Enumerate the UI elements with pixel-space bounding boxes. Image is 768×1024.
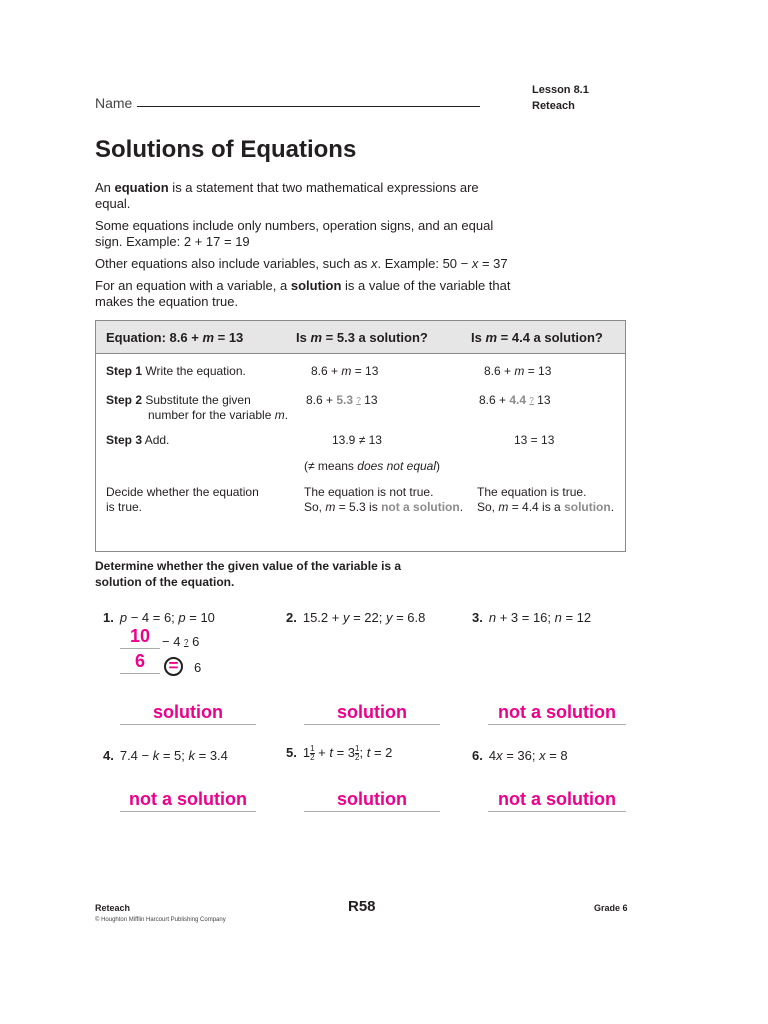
circled-equals: = <box>164 657 183 676</box>
header-question-2: Is m = 4.4 a solution? <box>471 330 603 345</box>
intro-p3: Other equations also include variables, such as x. Example: 50 − x = 37 <box>95 256 508 271</box>
answer-line-5 <box>304 811 440 812</box>
answer-line-1 <box>120 724 256 725</box>
intro-p1: An equation is a statement that two mathematical expressions are equal. <box>95 180 479 211</box>
intro-p4: For an equation with a variable, a solution is a value of the variable that makes the equation true. <box>95 278 511 309</box>
answer-6[interactable]: not a solution <box>498 789 616 809</box>
p1-work-bottom-rest: 6 <box>194 660 202 675</box>
step2-text: Step 2 Substitute the given number for the variable m. <box>106 393 289 422</box>
fraction-2: $\frac{1}{2}$ <box>355 744 360 763</box>
decide-col3: The equation is true. So, m = 4.4 is a solution. <box>477 485 615 514</box>
footer-copyright: © Houghton Mifflin Harcourt Publishing Company <box>95 917 226 923</box>
answer-2[interactable]: solution <box>337 702 407 722</box>
lesson-info <box>532 82 589 114</box>
answer-4[interactable]: not a solution <box>129 789 247 809</box>
intro-text <box>95 180 515 316</box>
example-box <box>95 320 626 552</box>
answer-1[interactable]: solution <box>153 702 223 722</box>
footer-grade: Grade 6 <box>594 903 628 913</box>
answer-3[interactable]: not a solution <box>498 702 616 722</box>
p1-work-top-line <box>120 648 160 649</box>
problem-4: 4. 7.4 − k = 5; k = 3.4 <box>103 748 228 763</box>
decide-col2: The equation is not true. So, m = 5.3 is not a solution. <box>304 485 464 514</box>
step1-col3: 8.6 + m = 13 <box>484 364 552 378</box>
directions: Determine whether the given value of the variable is a solution of the equation. <box>95 559 402 589</box>
answer-line-4 <box>120 811 256 812</box>
fraction-1: $\frac{1}{2}$ <box>310 744 315 763</box>
answer-line-6 <box>488 811 626 812</box>
header-equation: Equation: 8.6 + m = 13 <box>106 330 244 345</box>
page-number: R58 <box>348 898 376 915</box>
example-header <box>96 321 625 354</box>
p1-work-bottom-line <box>120 673 160 674</box>
not-equal-note: (≠ means does not equal) <box>304 459 441 473</box>
problem-3: 3. n + 3 = 16; n = 12 <box>472 610 592 625</box>
decide-text: Decide whether the equation is true. <box>106 485 259 514</box>
step3-text: Step 3 Add. <box>106 433 170 447</box>
step3-col2: 13.9 ≠ 13 <box>332 433 382 447</box>
step2-col2: 8.6 + 5.3 ? 13 <box>306 393 378 407</box>
step2-col3: 8.6 + 4.4 ? 13 <box>479 393 551 407</box>
answer-line-2 <box>304 724 440 725</box>
p1-work-top-rest: − 4 ? 6 <box>162 634 200 649</box>
intro-p2: Some equations include only numbers, operation signs, and an equal sign. Example: 2 + 17 = 19 <box>95 218 494 249</box>
problem-5: 5. 1 $\frac{1}{2}$ + t = 3 $\frac{1}{2}$ ; t = 2 <box>286 744 393 763</box>
step1-col2: 8.6 + m = 13 <box>311 364 379 378</box>
problem-2: 2. 15.2 + y = 22; y = 6.8 <box>286 610 426 625</box>
lesson-number: Lesson 8.1 <box>532 84 589 96</box>
footer-left: Reteach <box>95 903 131 913</box>
name-line <box>137 106 480 107</box>
problem-1: 1. p − 4 = 6; p = 10 <box>103 610 215 625</box>
p1-work-top-number: 10 <box>129 626 151 646</box>
p1-work-bottom-number: 6 <box>134 651 145 671</box>
lesson-type: Reteach <box>532 100 575 112</box>
problem-6: 6. 4x = 36; x = 8 <box>472 748 568 763</box>
page-title: Solutions of Equations <box>95 136 357 163</box>
step1-text: Step 1 Write the equation. <box>106 364 246 378</box>
name-label: Name <box>95 95 133 111</box>
header-question-1: Is m = 5.3 a solution? <box>296 330 428 345</box>
answer-5[interactable]: solution <box>337 789 407 809</box>
step3-col3: 13 = 13 <box>514 433 555 447</box>
answer-line-3 <box>488 724 626 725</box>
